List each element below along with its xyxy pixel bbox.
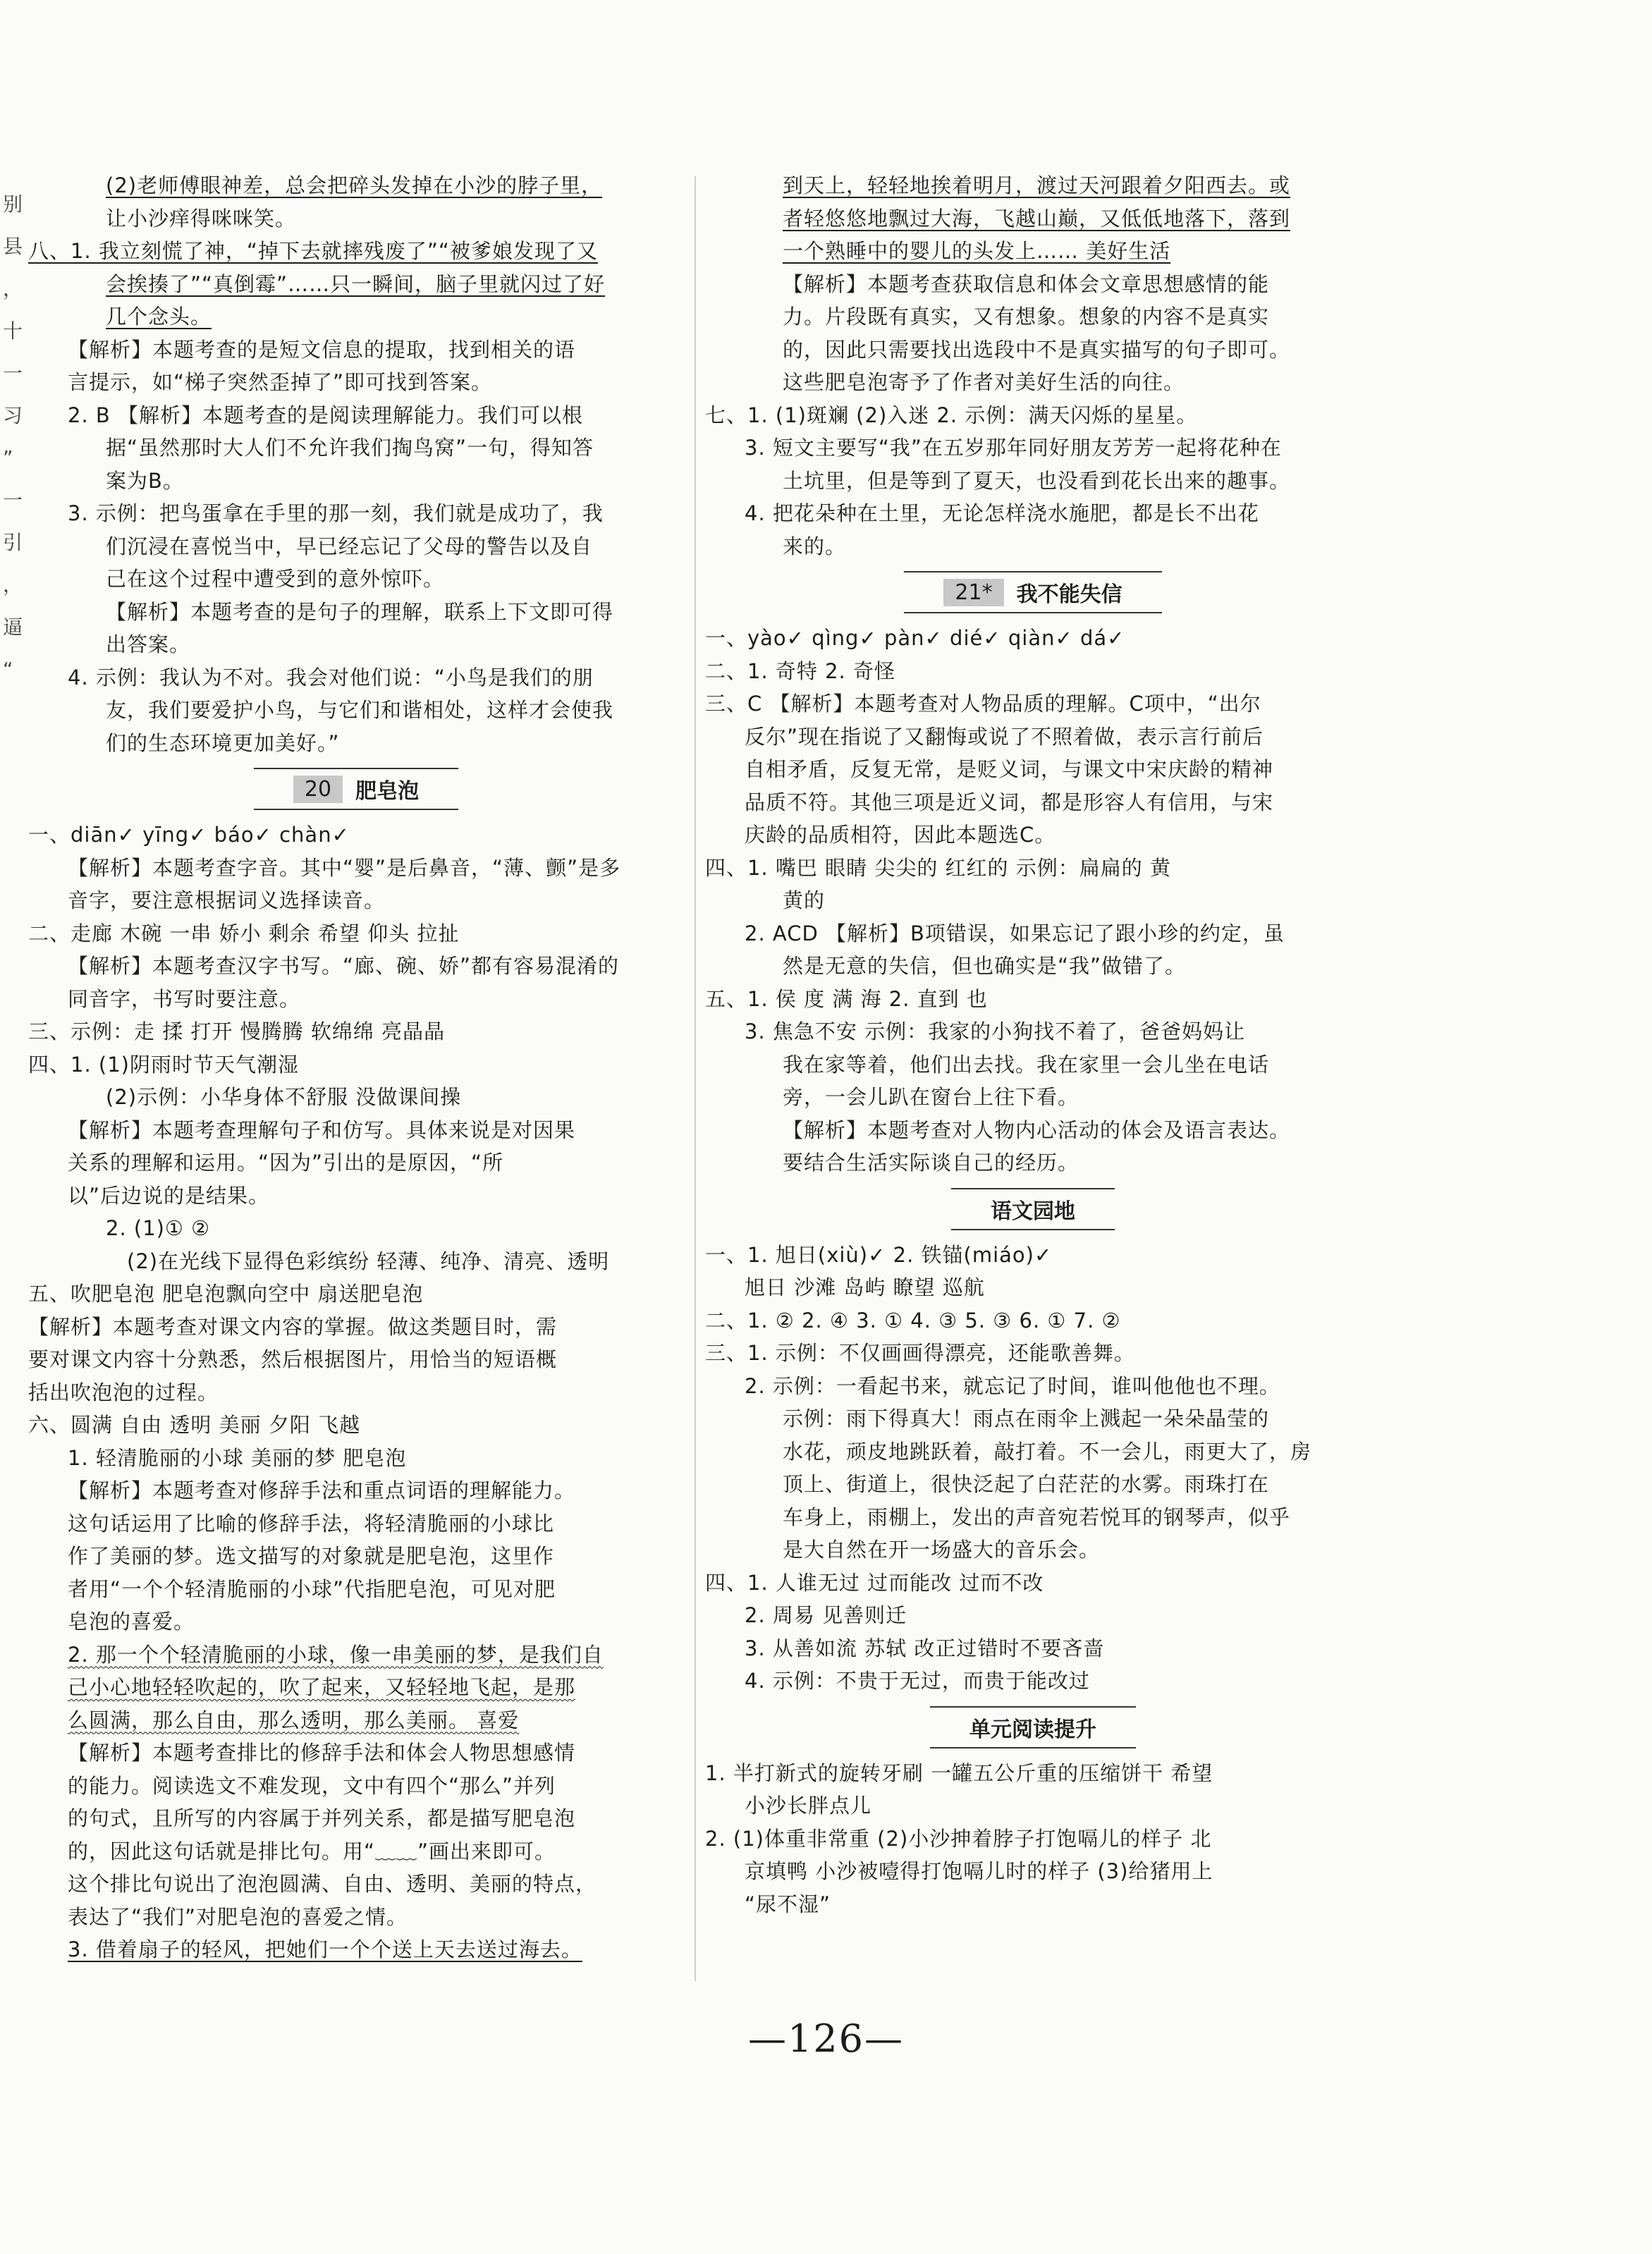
answer-line: 己小心地轻轻吹起的，吹了起来，又轻轻地飞起，是那 [68,1675,576,1699]
answer-line: 水花，顽皮地跳跃着，敲打着。不一会儿，雨更大了，房 [783,1439,1312,1464]
answer-line: 们的生态环境更加美好。” [106,730,340,755]
answer-line: 顶上、街道上，很快泛起了白茫茫的水雾。雨珠打在 [783,1472,1270,1496]
answer-line: 旁，一会儿趴在窗台上往下看。 [783,1085,1079,1109]
answer-line: 是大自然在开一场盛大的音乐会。 [783,1538,1101,1562]
answer-line: 要结合生活实际谈自己的经历。 [783,1151,1079,1175]
answer-line: 【解析】本题考查对课文内容的掌握。做这类题目时，需 [28,1314,558,1339]
answer-line: 三、C 【解析】本题考查对人物品质的理解。C项中，“出尔 [705,692,1261,716]
section-title: 肥皂泡 [355,779,420,804]
answer-line: 京填鸭 小沙被噎得打饱嗝儿时的样子 (3)给猪用上 [745,1859,1213,1883]
edge-mark: ， [3,277,23,300]
answer-line: 七、1. (1)斑斓 (2)入迷 2. 示例：满天闪烁的星星。 [705,403,1198,427]
answer-line: 一、yào✓ qìng✓ pàn✓ dié✓ qiàn✓ dá✓ [705,626,1125,650]
left-edge-bleed-text [3,183,24,691]
answer-line: 4. 示例：我认为不对。我会对他们说：“小鸟是我们的朋 [68,665,594,690]
answer-line: 2. 示例：一看起书来，就忘记了时间，谁叫他他也不理。 [745,1373,1280,1398]
answer-line: 四、1. 人谁无过 过而能改 过而不改 [705,1570,1044,1595]
section-title: 语文园地 [991,1199,1075,1224]
answer-line: 3. 短文主要写“我”在五岁那年同好朋友芳芳一起将花种在 [745,436,1282,460]
page-number: —126— [747,2016,905,2061]
answer-line: 3. 从善如流 苏轼 改正过错时不要吝啬 [745,1636,1105,1660]
answer-line: 作了美丽的梦。选文描写的对象就是肥皂泡，这里作 [68,1544,555,1568]
answer-line: 三、示例：走 揉 打开 慢腾腾 软绵绵 亮晶晶 [28,1019,446,1043]
answer-line: 五、吹肥皂泡 肥皂泡飘向空中 扇送肥皂泡 [28,1282,424,1306]
edge-mark: ， [3,573,23,596]
answer-line: 一、diān✓ yīng✓ báo✓ chàn✓ [28,823,350,847]
edge-mark: 引 [3,531,23,554]
answer-line: 黄的 [783,888,826,912]
answer-line: 三、1. 示例：不仅画画得漂亮，还能歌善舞。 [705,1341,1135,1365]
answer-line: 案为B。 [106,468,184,493]
answer-line: 二、走廊 木碗 一串 娇小 剩余 希望 仰头 拉扯 [28,921,460,945]
answer-line: 【解析】本题考查排比的修辞手法和体会人物思想感情 [68,1741,576,1765]
answer-line: 同音字，书写时要注意。 [68,986,301,1011]
section-heading-box [254,768,458,810]
edge-mark: 一 [3,362,23,385]
answer-line: 二、1. 奇特 2. 奇怪 [705,659,895,683]
answer-line: 3. 示例：把鸟蛋拿在手里的那一刻，我们就是成功了，我 [68,501,604,525]
answer-line: 4. 把花朵种在土里，无论怎样浇水施肥，都是长不出花 [745,501,1259,525]
answer-line: (2)在光线下显得色彩缤纷 轻薄、纯净、清亮、透明 [127,1249,610,1273]
answer-line: 我在家等着，他们出去找。我在家里一会儿坐在电话 [783,1052,1270,1077]
section-title: 我不能失信 [1016,582,1122,607]
answer-line: 品质不符。其他三项是近义词，都是形容人有信用，与宋 [745,790,1274,814]
answer-line: 八、1. 我立刻慌了神，“掉下去就摔残废了”“被爹娘发现了又 [28,239,598,263]
answer-line: 的能力。阅读选文不难发现，文中有四个“那么”并列 [68,1773,556,1798]
answer-line: 2. (1)① ② [106,1216,211,1240]
answer-line: 这些肥皂泡寄予了作者对美好生活的向往。 [783,370,1185,394]
column-divider [695,176,696,1981]
answer-line: (2)老师傅眼神差，总会把碎头发掉在小沙的脖子里， [106,173,603,197]
answer-line: 自相矛盾，反复无常，是贬义词，与课文中宋庆龄的精神 [745,757,1274,781]
answer-line: 【解析】本题考查对人物内心活动的体会及语言表达。 [783,1117,1291,1142]
section-heading [705,1180,1361,1239]
answer-line: 括出吹泡泡的过程。 [28,1380,219,1404]
edge-mark: 习 [3,404,23,427]
answer-line: 言提示，如“梯子突然歪掉了”即可找到答案。 [68,370,493,394]
answer-line: 出答案。 [106,632,191,656]
answer-line: 2. 那一个个轻清脆丽的小球，像一串美丽的梦，是我们自 [68,1642,604,1667]
answer-line: 会挨揍了”“真倒霉”……只一瞬间，脑子里就闪过了好 [106,271,606,296]
answer-line: 【解析】本题考查汉字书写。“廊、碗、娇”都有容易混淆的 [68,954,620,978]
section-heading-box [904,571,1161,613]
edge-mark: 别 [3,192,23,216]
answer-line: (2)示例：小华身体不舒服 没做课间操 [106,1085,462,1109]
answer-line: 要对课文内容十分熟悉，然后根据图片，用恰当的短语概 [28,1347,558,1371]
answer-line: 皂泡的喜爱。 [68,1610,195,1634]
lesson-number: 20 [293,776,343,803]
answer-line: 2. ACD 【解析】B项错误，如果忘记了跟小珍的约定，虽 [745,921,1285,945]
answer-line: 的，因此只需要找出选段中不是真实描写的句子即可。 [783,337,1291,362]
answer-line: 【解析】本题考查获取信息和体会文章思想感情的能 [783,271,1270,296]
answer-line: 反尔”现在指说了又翻悔或说了不照着做，表示言行前后 [745,724,1264,749]
answer-line: 这个排比句说出了泡泡圆满、自由、透明、美丽的特点， [68,1872,597,1896]
answer-line: 1. 轻清脆丽的小球 美丽的梦 肥皂泡 [68,1445,407,1470]
answer-line: 【解析】本题考查对修辞手法和重点词语的理解能力。 [68,1478,576,1502]
answer-line: 到天上，轻轻地挨着明月，渡过天河跟着夕阳西去。或 [783,173,1291,197]
answer-line: 友，我们要爱护小鸟，与它们和谐相处，这样才会使我 [106,698,614,722]
section-heading-box [951,1188,1115,1230]
lesson-number: 21* [943,579,1003,606]
answer-line: 这句话运用了比喻的修辞手法，将轻清脆丽的小球比 [68,1511,555,1536]
answer-line: 4. 示例：不贵于无过，而贵于能改过 [745,1669,1090,1693]
answer-line: 庆龄的品质相符，因此本题选C。 [745,823,1056,847]
answer-line: 3. 焦急不安 示例：我家的小狗找不着了，爸爸妈妈让 [745,1019,1246,1043]
answer-line: 小沙长胖点儿 [745,1794,872,1818]
answer-line: 2. (1)体重非常重 (2)小沙抻着脖子打饱嗝儿的样子 北 [705,1826,1212,1851]
answer-line: 车身上，雨棚上，发出的声音宛若悦耳的钢琴声，似乎 [783,1505,1291,1529]
answer-line: 六、圆满 自由 透明 美丽 夕阳 飞越 [28,1413,361,1437]
answer-line: 二、1. ② 2. ④ 3. ① 4. ③ 5. ③ 6. ① 7. ② [705,1308,1121,1333]
edge-mark: 逼 [3,615,23,639]
answer-line: 2. 周易 见善则迁 [745,1603,907,1627]
answer-line: 示例：雨下得真大！雨点在雨伞上溅起一朵朵晶莹的 [783,1407,1270,1431]
answer-line: 【解析】本题考查的是句子的理解，联系上下文即可得 [106,599,614,624]
answer-line: 们沉浸在喜悦当中，早已经忘记了父母的警告以及自 [106,534,593,558]
answer-line: 的，因此这句话就是排比句。用“﹏﹏”画出来即可。 [68,1839,556,1863]
answer-line: 关系的理解和运用。“因为”引出的是原因，“所 [68,1151,504,1175]
answer-line: 四、1. 嘴巴 眼睛 尖尖的 红红的 示例：扁扁的 黄 [705,855,1171,880]
answer-line: 以”后边说的是结果。 [68,1183,270,1208]
answer-line: 己在这个过程中遭受到的意外惊吓。 [106,567,445,591]
answer-line: 2. B 【解析】本题考查的是阅读理解能力。我们可以根 [68,403,584,427]
edge-mark: 一 [3,489,23,512]
answer-line: 土坑里，但是等到了夏天，也没看到花长出来的趣事。 [783,468,1291,493]
answer-line: 【解析】本题考查字音。其中“婴”是后鼻音，“薄、颤”是多 [68,855,621,880]
answer-line: 一、1. 旭日(xiù)✓ 2. 铁锚(miáo)✓ [705,1242,1053,1267]
answer-line: 一个熟睡中的婴儿的头发上…… 美好生活 [783,239,1171,263]
answer-line: 【解析】本题考查的是短文信息的提取，找到相关的语 [68,337,576,362]
answer-line: 者轻悠悠地飘过大海，飞越山巅，又低低地落下，落到 [783,206,1291,231]
edge-mark: 县 [3,235,23,258]
answer-line: 然是无意的失信，但也确实是“我”做错了。 [783,954,1187,978]
answer-line: 几个念头。 [106,305,212,329]
answer-line: 【解析】本题考查理解句子和仿写。具体来说是对因果 [68,1117,576,1142]
answer-line: 四、1. (1)阴雨时节天气潮湿 [28,1052,299,1077]
answer-line: 者用“一个个轻清脆丽的小球”代指肥皂泡，可见对肥 [68,1576,556,1601]
section-title: 单元阅读提升 [969,1717,1096,1742]
answer-line: 旭日 沙滩 岛屿 瞭望 巡航 [745,1275,985,1299]
answer-line: 表达了“我们”对肥皂泡的喜爱之情。 [68,1904,408,1929]
answer-line: 的句式，且所写的内容属于并列关系，都是描写肥皂泡 [68,1806,576,1830]
answer-line: 1. 半打新式的旋转牙刷 一罐五公斤重的压缩饼干 希望 [705,1760,1213,1785]
section-heading-box [930,1706,1136,1748]
answer-line: 让小沙痒得咪咪笑。 [106,206,297,231]
answer-line: 3. 借着扇子的轻风，把她们一个个送上天去送过海去。 [68,1937,582,1961]
left-column [28,169,684,1966]
answer-line: 么圆满，那么自由，那么透明，那么美丽。 喜爱 [68,1708,520,1732]
section-heading [28,759,684,819]
section-heading [705,1698,1361,1757]
answer-line: 五、1. 侯 度 满 海 2. 直到 也 [705,986,988,1011]
answer-line: 音字，要注意根据词义选择读音。 [68,888,386,912]
answer-line: 来的。 [783,534,847,558]
edge-mark: 十 [3,319,23,343]
edge-mark: “ [3,658,13,681]
edge-mark: ” [3,446,13,470]
answer-line: “尿不湿” [745,1892,831,1916]
answer-line: 力。片段既有真实，又有想象。想象的内容不是真实 [783,305,1270,329]
answer-line: 据“虽然那时大人们不允许我们掏鸟窝”一句，得知答 [106,436,594,460]
right-column [705,169,1361,1921]
section-heading [705,563,1361,622]
